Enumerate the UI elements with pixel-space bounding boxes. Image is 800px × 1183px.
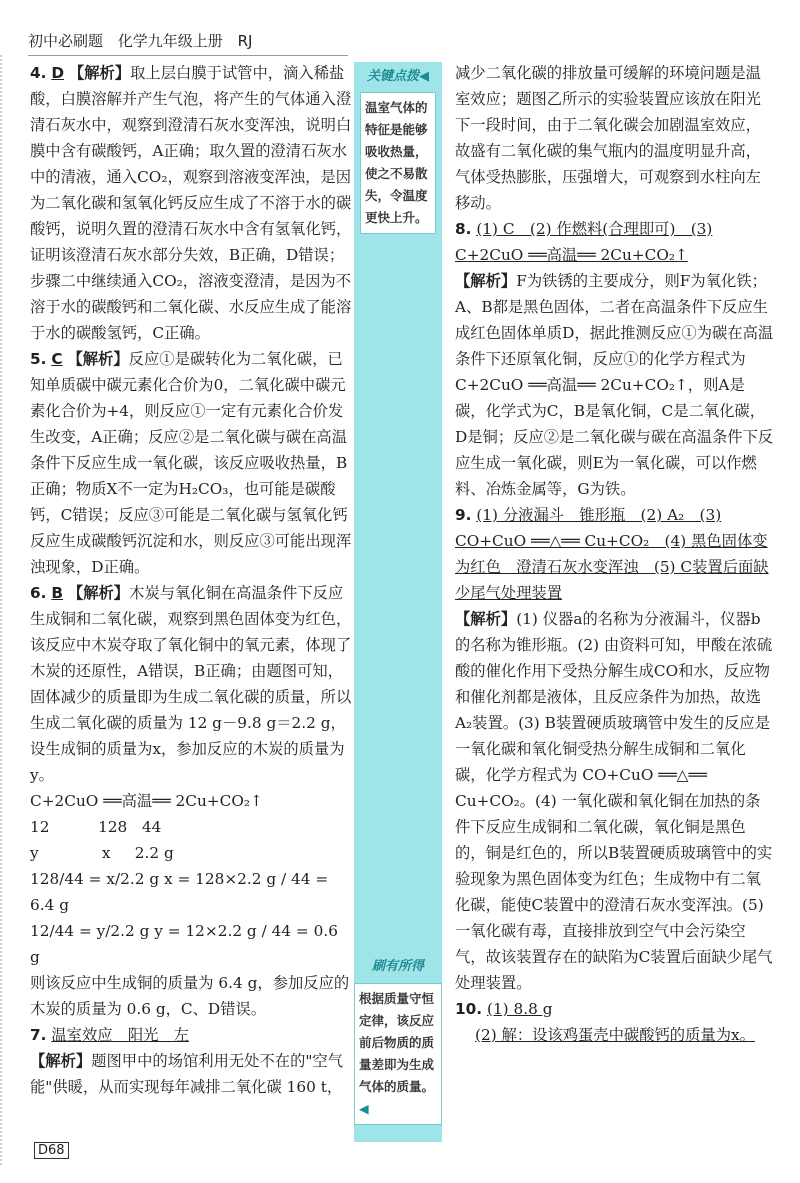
analysis-text: (1) 仪器a的名称为分液漏斗，仪器b的名称为锥形瓶。(2) 由资料可知，甲酸在浓硫酸的催化作用下受热分解生成CO和水，反应物和催化剂都是液体，且反应条件为加热，故选A₂装置。(3) B装置硬质玻璃管中发生的反应是一氧化碳和氧化铜受热分解生成铜和二氧化碳，化学方程式为 CO+CuO ══△══ Cu+CO₂。(4) 一氧化碳和氧化铜在加热的条件下反应生成铜和二氧化碳，氧化铜是黑色的，铜是红色的，所以B装置硬质玻璃管中的实验现象为黑色固体变为红色；生成物中有二氧化碳，能使C装置中的澄清石灰水变浑浊。(5) 一氧化碳有毒，直接排放到空气中会污染空气，故该装置存在的缺陷为C装置后面缺少尾气处理装置。: [455, 610, 773, 992]
answer-text: 温室效应 阳光 左: [51, 1026, 190, 1044]
edition-label: RJ: [237, 32, 253, 50]
analysis-text: F为铁锈的主要成分，则F为氧化铁；A、B都是黑色固体，二者在高温条件下反应生成红色固体单质D，据此推测反应①为碳在高温条件下还原氧化铜，反应①的化学方程式为 C+2CuO ══高温══ 2Cu+CO₂↑，则A是碳，化学式为C，B是氧化铜，C是二氧化碳，D是铜；反应②是二氧化碳与碳在高温条件下反应生成一氧化碳，则E为一氧化碳，可以作燃料、冶炼金属等，G为铁。: [455, 272, 774, 498]
key-tip-box: 温室气体的特征是能够吸收热量，使之不易散失，令温度更快上升。: [360, 92, 436, 234]
analysis-tag: 【解析】: [30, 1052, 92, 1070]
question-8: [455, 216, 775, 268]
question-5: [30, 346, 352, 580]
page-number: D68: [34, 1142, 69, 1159]
answer-choice: D: [51, 64, 65, 82]
question-number: 5.: [30, 350, 47, 368]
analysis-tag: 【解析】: [455, 610, 517, 628]
answer-choice: B: [51, 584, 64, 602]
key-tip-title: [360, 66, 436, 88]
analysis-tag: 【解析】: [67, 350, 129, 368]
analysis-text: 木炭与氧化铜在高温条件下反应生成铜和二氧化碳，观察到黑色固体变为红色，该反应中木炭夺取了氧化铜中的氧元素，体现了木炭的还原性，A错误，B正确；由题图可知，固体减少的质量即为生成二氧化碳的质量，所以生成二氧化碳的质量为 12 g－9.8 g＝2.2 g，设生成铜的质量为x，参加反应的木炭的质量为y。: [30, 584, 352, 784]
key-tip-title-text: 关键点拨: [366, 69, 419, 84]
analysis-tag: 【解析】: [68, 64, 131, 82]
question-number: 4.: [30, 64, 47, 82]
arrow-right-icon: ◀: [359, 1101, 369, 1116]
analysis-tag: 【解析】: [455, 272, 517, 290]
question-7-continued: 减少二氧化碳的排放量可缓解的环境问题是温室效应；题图乙所示的实验装置应该放在阳光下一段时间，由于二氧化碳会加剧温室效应，故盛有二氧化碳的集气瓶内的温度明显升高，气体受热膨胀，压强增大，可观察到水柱向左移动。: [455, 64, 761, 212]
answer-choice: C: [51, 350, 63, 368]
arrow-left-icon: ◀: [419, 69, 429, 84]
calculation-copper: 128/44 = x/2.2 g x = 128×2.2 g / 44 = 6.4 g: [30, 870, 329, 914]
header-divider: [28, 55, 348, 56]
page-edge-decoration: [0, 55, 2, 1165]
question-7: [30, 1022, 352, 1048]
gain-tip-text: 根据质量守恒定律，该反应前后物质的质量差即为生成气体的质量。: [359, 991, 435, 1094]
series-name: 初中必刷题: [28, 32, 104, 50]
analysis-text: 取上层白膜于试管中，滴入稀盐酸，白膜溶解并产生气泡，将产生的气体通入澄清石灰水中，观察到澄清石灰水变浑浊，说明白膜中含有碳酸钙，A正确；取久置的澄清石灰水中的清液，通入CO₂，观察到溶液变浑浊，是因为二氧化碳和氢氧化钙反应生成了不溶于水的碳酸钙，说明久置的澄清石灰水中含有氢氧化钙，证明该澄清石灰水部分失效，B正确，D错误；步骤二中继续通入CO₂，溶液变澄清，是因为不溶于水的碳酸钙和二氧化碳、水反应生成了能溶于水的碳酸氢钙，C正确。: [30, 64, 352, 342]
answer-text: (1) 8.8 g: [486, 1000, 553, 1018]
sidebar-panel: [354, 62, 442, 1142]
question-7-analysis: [30, 1048, 352, 1100]
conclusion-text: 则该反应中生成铜的质量为 6.4 g，参加反应的木炭的质量为 0.6 g，C、D错误。: [30, 974, 350, 1018]
question-number: 9.: [455, 506, 472, 524]
analysis-tag: 【解析】: [67, 584, 130, 602]
calculation-carbon: 12/44 = y/2.2 g y = 12×2.2 g / 44 = 0.6 g: [30, 922, 338, 966]
question-8-analysis: [455, 268, 775, 502]
question-4: [30, 60, 352, 346]
page-header: [28, 30, 262, 51]
equation-unknown-row: y x 2.2 g: [30, 844, 174, 862]
answer-text: (1) C (2) 作燃料(合理即可) (3) C+2CuO ══高温══ 2Cu+CO₂↑: [455, 220, 713, 264]
question-number: 6.: [30, 584, 47, 602]
left-column: [30, 60, 352, 1100]
gain-tip-title: [354, 955, 442, 974]
chemical-equation: C+2CuO ══高温══ 2Cu+CO₂↑: [30, 792, 263, 810]
question-number: 7.: [30, 1026, 47, 1044]
gain-tip-box: [354, 983, 442, 1125]
question-6: [30, 580, 352, 788]
question-9-analysis: [455, 606, 775, 996]
question-number: 10.: [455, 1000, 483, 1018]
right-column: [455, 60, 775, 1048]
analysis-text: 题图甲中的场馆利用无处不在的"空气能"供暖，从而实现每年减排二氧化碳 160 t，: [30, 1052, 343, 1096]
gain-tip-title-text: 刷有所得: [371, 959, 424, 974]
question-10-part2: [455, 1022, 775, 1048]
answer-text: (1) 分液漏斗 锥形瓶 (2) A₂ (3) CO+CuO ══△══ Cu+CO₂ (4) 黑色固体变为红色 澄清石灰水变浑浊 (5) C装置后面缺少尾气处理装置: [455, 506, 769, 602]
subject-name: 化学九年级上册: [117, 32, 223, 50]
question-number: 8.: [455, 220, 472, 238]
question-9: [455, 502, 775, 606]
answer-text: (2) 解：设该鸡蛋壳中碳酸钙的质量为x。: [475, 1026, 755, 1044]
equation-ratio-row: 12 128 44: [30, 818, 162, 836]
question-10: [455, 996, 775, 1022]
analysis-text: 反应①是碳转化为二氧化碳，已知单质碳中碳元素化合价为0，二氧化碳中碳元素化合价为+4，则反应①一定有元素化合价发生改变，A正确；反应②是二氧化碳与碳在高温条件下反应生成一氧化碳，该反应吸收热量，B正确；物质X不一定为H₂CO₃，也可能是碳酸钙，C错误；反应③可能是二氧化碳与氢氧化钙反应生成碳酸钙沉淀和水，则反应③可能出现浑浊现象，D正确。: [30, 350, 352, 576]
